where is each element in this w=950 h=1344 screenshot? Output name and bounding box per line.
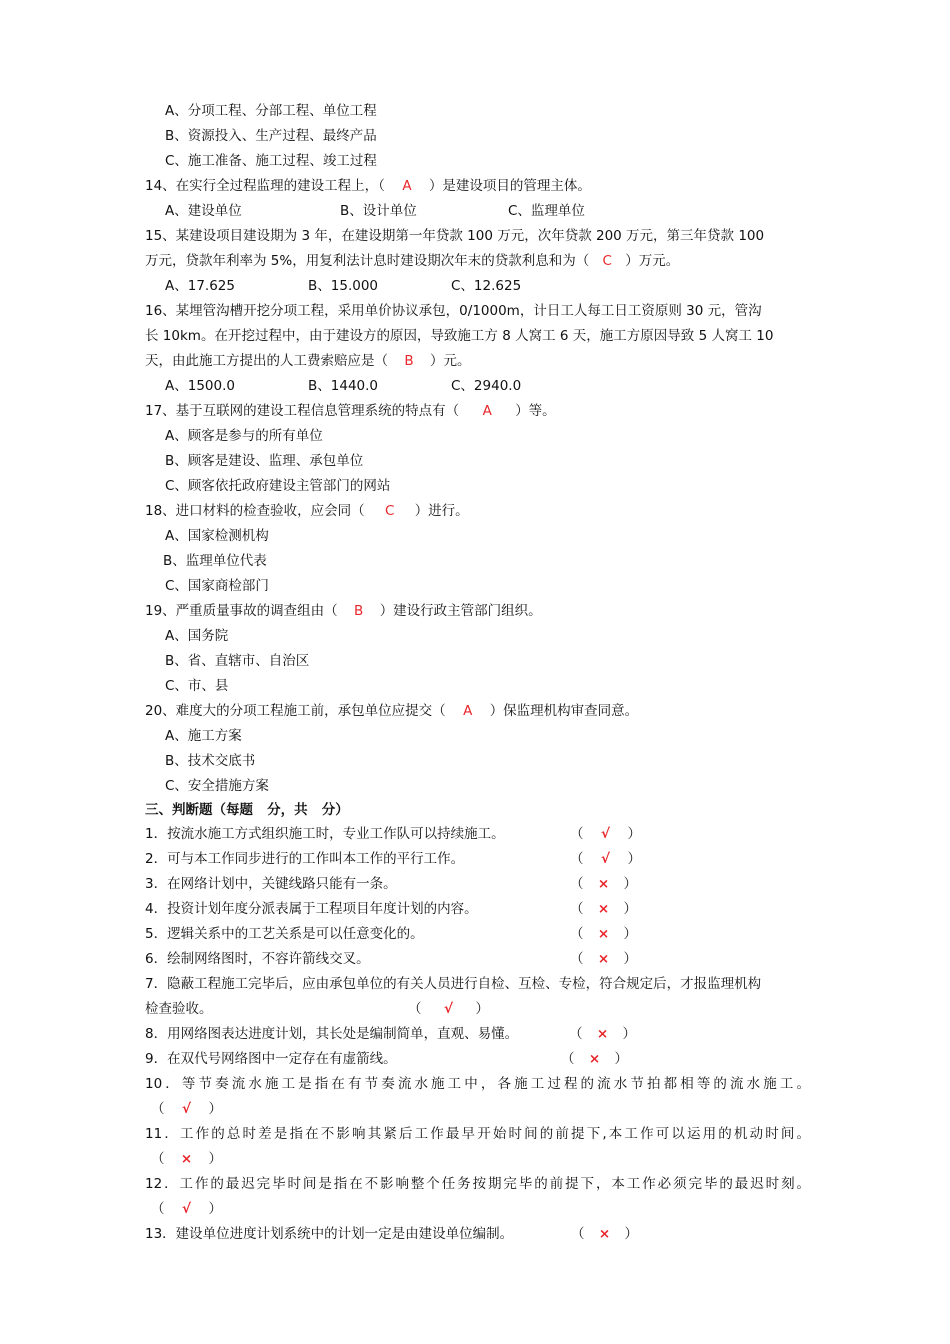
q15-stem-pre: 万元，贷款年利率为 5%，用复利法计息时建设期次年末的贷款利息和为（ (145, 253, 590, 269)
q19-option-b: B、省、直辖市、自治区 (165, 653, 310, 669)
q15-stem-line1: 15、某建设项目建设期为 3 年，在建设期第一年贷款 100 万元，次年贷款 200 万元，第三年贷款 100 (145, 228, 765, 244)
judge-5-close: ） (623, 926, 637, 942)
judge-2-close: ） (627, 851, 641, 867)
q14-option-b: B、设计单位 (340, 203, 417, 219)
judge-12-text: 12．工作的最迟完毕时间是指在不影响整个任务按期完毕的前提下，本工作必须完毕的最迟时刻。 (145, 1176, 810, 1192)
judge-5-text: 5．逻辑关系中的工艺关系是可以任意变化的。 (145, 926, 424, 942)
judge-item-3 (145, 872, 810, 897)
q15-stem-line2 (145, 249, 810, 274)
judge-6-close: ） (623, 951, 637, 967)
q20-answer: A (463, 703, 473, 719)
q15-answer: C (602, 253, 612, 269)
judge-10-mark: √ (181, 1101, 191, 1117)
judge-6-text: 6．绘制网络图时，不容许箭线交叉。 (145, 951, 370, 967)
judge-7-close: ） (475, 1001, 489, 1017)
q16-answer: B (404, 353, 414, 369)
judge-item-13 (145, 1222, 810, 1247)
q18-stem (145, 499, 810, 524)
judge-2-open: （ (570, 851, 584, 867)
q14-stem-pre: 14、在实行全过程监理的建设工程上，（ (145, 178, 385, 194)
q14-stem-post: ）是建设项目的管理主体。 (428, 178, 591, 194)
judge-item-6 (145, 947, 810, 972)
judge-13-close: ） (624, 1226, 638, 1242)
judge-item-4 (145, 897, 810, 922)
section-heading: 三、判断题（每题 分，共 分） (145, 802, 349, 818)
q19-stem-post: ）建设行政主管部门组织。 (379, 603, 542, 619)
q13-option-c: C、施工准备、施工过程、竣工过程 (165, 153, 377, 169)
judge-8-open: （ (569, 1026, 583, 1042)
q15-option-c: C、12.625 (451, 278, 522, 294)
judge-4-close: ） (623, 901, 637, 917)
judge-13-open: （ (571, 1226, 585, 1242)
q18-answer: C (384, 503, 395, 519)
judge-4-mark: × (597, 901, 610, 917)
q15-options (165, 274, 810, 299)
judge-item-12-answer (145, 1197, 810, 1222)
judge-2-text: 2．可与本工作同步进行的工作叫本工作的平行工作。 (145, 851, 465, 867)
judge-item-8 (145, 1022, 810, 1047)
q16-options (165, 374, 810, 399)
q13-option-a: A、分项工程、分部工程、单位工程 (165, 103, 377, 119)
judge-11-open: （ (151, 1151, 165, 1167)
judge-8-close: ） (622, 1026, 636, 1042)
judge-10-text: 10．等节奏流水施工是指在有节奏流水施工中，各施工过程的流水节拍都相等的流水施工。 (145, 1076, 810, 1092)
q20-stem-pre: 20、难度大的分项工程施工前，承包单位应提交（ (145, 703, 446, 719)
q14-stem (145, 174, 810, 199)
q17-option-b: B、顾客是建设、监理、承包单位 (165, 453, 364, 469)
judge-9-text: 9．在双代号网络图中一定存在有虚箭线。 (145, 1051, 397, 1067)
judge-12-close: ） (208, 1201, 222, 1217)
q20-stem-post: ）保监理机构审查同意。 (489, 703, 639, 719)
judge-4-text: 4．投资计划年度分派表属于工程项目年度计划的内容。 (145, 901, 478, 917)
q17-option-a: A、顾客是参与的所有单位 (165, 428, 323, 444)
judge-11-close: ） (208, 1151, 222, 1167)
q19-answer: B (354, 603, 364, 619)
judge-11-mark: × (180, 1151, 193, 1167)
judge-4-open: （ (570, 901, 584, 917)
judge-1-open: （ (570, 826, 584, 842)
judge-1-mark: √ (600, 826, 610, 842)
judge-7-open: （ (408, 1001, 422, 1017)
judge-13-mark: × (598, 1226, 611, 1242)
judge-12-mark: √ (181, 1201, 191, 1217)
judge-item-1 (145, 822, 810, 847)
judge-item-11-answer (145, 1147, 810, 1172)
judge-10-open: （ (151, 1101, 165, 1117)
q16-stem-post: ）元。 (430, 353, 471, 369)
judge-item-7-line2 (145, 997, 810, 1022)
judge-item-5 (145, 922, 810, 947)
judge-item-2 (145, 847, 810, 872)
q18-stem-post: ）进行。 (414, 503, 469, 519)
judge-7-text-line1: 7．隐蔽工程施工完毕后，应由承包单位的有关人员进行自检、互检、专检，符合规定后，才报监理机构 (145, 976, 762, 992)
judge-3-open: （ (570, 876, 584, 892)
q18-option-a: A、国家检测机构 (165, 528, 269, 544)
q20-stem (145, 699, 810, 724)
judge-5-mark: × (597, 926, 610, 942)
judge-1-text: 1．按流水施工方式组织施工时，专业工作队可以持续施工。 (145, 826, 505, 842)
q14-options (165, 199, 810, 224)
judge-3-mark: × (597, 876, 610, 892)
q16-stem-pre: 天，由此施工方提出的人工费索赔应是（ (145, 353, 388, 369)
judge-7-text-line2: 检查验收。 (145, 1001, 213, 1017)
q14-answer: A (402, 178, 412, 194)
q17-stem (145, 399, 810, 424)
q19-option-a: A、国务院 (165, 628, 229, 644)
q13-option-b: B、资源投入、生产过程、最终产品 (165, 128, 377, 144)
q16-stem-line1: 16、某埋管沟槽开挖分项工程，采用单价协议承包，0/1000m，计日工人每工日工资原则 30 元，管沟 (145, 303, 762, 319)
q18-stem-pre: 18、进口材料的检查验收，应会同（ (145, 503, 365, 519)
judge-6-open: （ (570, 951, 584, 967)
judge-9-mark: × (588, 1051, 601, 1067)
q15-option-b: B、15.000 (308, 278, 378, 294)
q20-option-b: B、技术交底书 (165, 753, 256, 769)
judge-8-text: 8．用网络图表达进度计划，其长处是编制简单，直观、易懂。 (145, 1026, 519, 1042)
q19-stem-pre: 19、严重质量事故的调查组由（ (145, 603, 338, 619)
q16-option-a: A、1500.0 (165, 378, 235, 394)
judge-1-close: ） (627, 826, 641, 842)
judge-3-close: ） (623, 876, 637, 892)
q15-stem-post: ）万元。 (625, 253, 680, 269)
q17-stem-post: ）等。 (515, 403, 556, 419)
judge-13-text: 13．建设单位进度计划系统中的计划一定是由建设单位编制。 (145, 1226, 514, 1242)
q14-option-c: C、监理单位 (508, 203, 585, 219)
q16-stem-line3 (145, 349, 810, 374)
q20-option-c: C、安全措施方案 (165, 778, 269, 794)
judge-item-10-answer (145, 1097, 810, 1122)
judge-5-open: （ (570, 926, 584, 942)
q16-stem-line2: 长 10km。在开挖过程中，由于建设方的原因，导致施工方 8 人窝工 6 天，施工方原因导致 5 人窝工 10 (145, 328, 774, 344)
q19-stem (145, 599, 810, 624)
judge-10-close: ） (208, 1101, 222, 1117)
judge-8-mark: × (596, 1026, 609, 1042)
judge-11-text: 11．工作的总时差是指在不影响其紧后工作最早开始时间的前提下,本工作可以运用的机动时间。 (145, 1126, 810, 1142)
q19-option-c: C、市、县 (165, 678, 229, 694)
judge-9-close: ） (614, 1051, 628, 1067)
q16-option-c: C、2940.0 (451, 378, 522, 394)
q17-answer: A (482, 403, 492, 419)
q14-option-a: A、建设单位 (165, 203, 242, 219)
judge-6-mark: × (597, 951, 610, 967)
judge-7-mark: √ (443, 1001, 453, 1017)
q20-option-a: A、施工方案 (165, 728, 242, 744)
q15-option-a: A、17.625 (165, 278, 235, 294)
q17-stem-pre: 17、基于互联网的建设工程信息管理系统的特点有（ (145, 403, 460, 419)
q18-option-b: B、监理单位代表 (163, 553, 267, 569)
judge-2-mark: √ (600, 851, 610, 867)
q16-option-b: B、1440.0 (308, 378, 378, 394)
judge-9-open: （ (561, 1051, 575, 1067)
judge-12-open: （ (151, 1201, 165, 1217)
q18-option-c: C、国家商检部门 (165, 578, 269, 594)
q17-option-c: C、顾客依托政府建设主管部门的网站 (165, 478, 391, 494)
judge-item-9 (145, 1047, 810, 1072)
judge-3-text: 3．在网络计划中，关键线路只能有一条。 (145, 876, 397, 892)
